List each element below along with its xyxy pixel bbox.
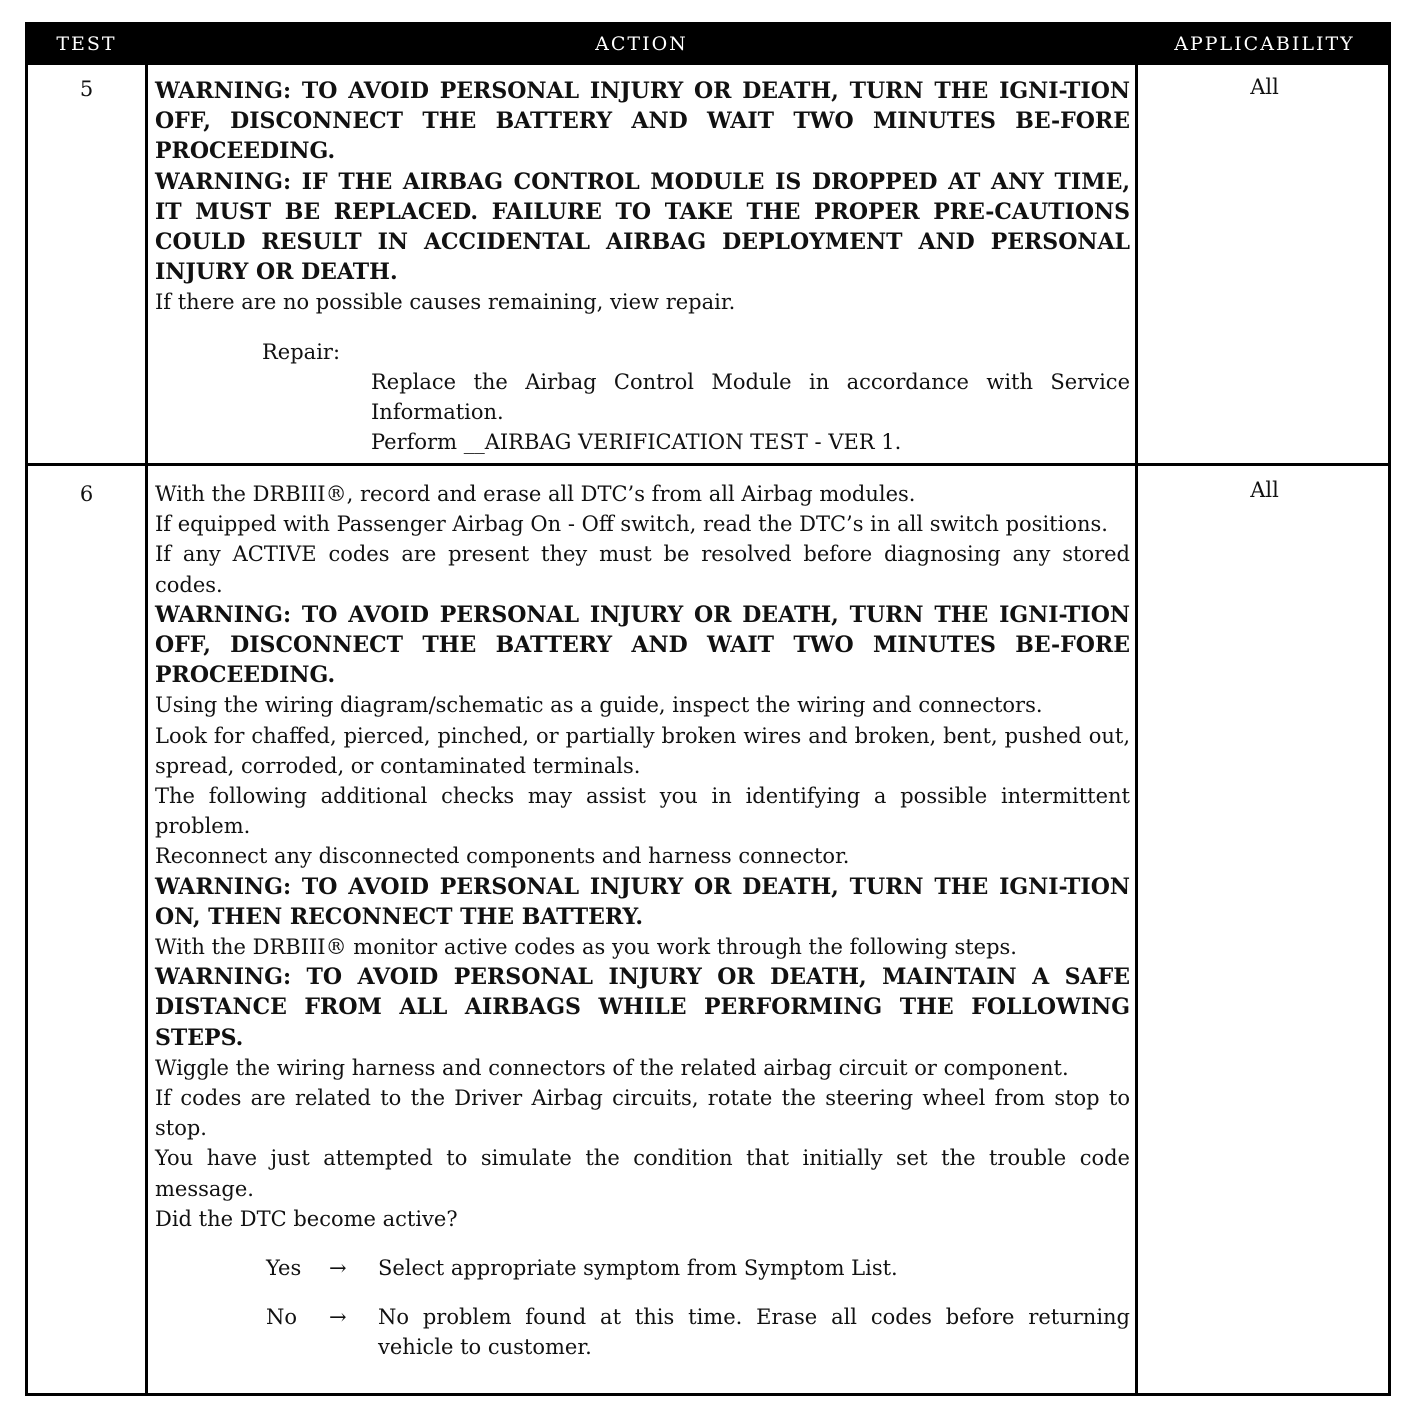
answer-yes	[155, 1253, 1130, 1283]
step-text: Reconnect any disconnected components and harness connector.	[155, 844, 850, 869]
answer-no	[155, 1302, 1130, 1362]
repair-item: Perform __AIRBAG VERIFICATION TEST - VER 1.	[371, 430, 902, 455]
step-text: Wiggle the wiring harness and connectors of the related airbag circuit or component.	[155, 1055, 1069, 1080]
arrow-right-icon: →	[329, 1256, 347, 1281]
step-text: If any ACTIVE codes are present they must be resolved before diagnosing any stored codes.	[155, 542, 1130, 597]
instruction-text: If there are no possible causes remaining, view repair.	[155, 290, 736, 315]
header-test: TEST	[56, 33, 117, 55]
applicability-value: All	[1250, 478, 1279, 502]
column-divider	[145, 25, 148, 1393]
step-text: Using the wiring diagram/schematic as a guide, inspect the wiring and connectors.	[155, 693, 1043, 718]
step-list	[155, 479, 1130, 1234]
step-text: You have just attempted to simulate the condition that initially set the trouble code message.	[155, 1146, 1130, 1201]
warning-text: WARNING: TO AVOID PERSONAL INJURY OR DEATH, TURN THE IGNI-TION OFF, DISCONNECT THE BATTERY AND WAIT TWO MINUTES BE-FORE PROCEEDING.	[155, 78, 1130, 165]
step-text: The following additional checks may assist you in identifying a possible intermittent problem.	[155, 784, 1130, 839]
step-text: If codes are related to the Driver Airbag circuits, rotate the steering wheel from stop to stop.	[155, 1086, 1130, 1141]
answer-label: Yes	[266, 1256, 302, 1281]
step-text: Did the DTC become active?	[155, 1206, 458, 1231]
table-header	[28, 25, 1388, 65]
answer-text: No problem found at this time. Erase all codes before returning vehicle to customer.	[378, 1305, 1130, 1360]
diagnostic-table	[25, 22, 1391, 1396]
column-divider	[1135, 25, 1138, 1393]
answer-text: Select appropriate symptom from Symptom List.	[378, 1256, 898, 1281]
warning-text: WARNING: TO AVOID PERSONAL INJURY OR DEATH, TURN THE IGNI-TION OFF, DISCONNECT THE BATTERY AND WAIT TWO MINUTES BE-FORE PROCEEDING.	[155, 601, 1130, 689]
applicability-value: All	[1250, 75, 1279, 99]
warning-text: WARNING: TO AVOID PERSONAL INJURY OR DEATH, TURN THE IGNI-TION ON, THEN RECONNECT THE BATTERY.	[155, 873, 1130, 930]
arrow-right-icon: →	[329, 1305, 347, 1330]
answer-label: No	[266, 1305, 298, 1330]
step-text: Look for chaffed, pierced, pinched, or partially broken wires and broken, bent, pushed out, spread, corroded, or contaminated terminals.	[155, 723, 1130, 778]
step-text: If equipped with Passenger Airbag On - Off switch, read the DTC’s in all switch positions.	[155, 512, 1108, 537]
row-divider	[28, 463, 1388, 466]
action-cell	[155, 76, 1130, 457]
warning-text: WARNING: IF THE AIRBAG CONTROL MODULE IS DROPPED AT ANY TIME, IT MUST BE REPLACED. FAILURE TO TAKE THE PROPER PRE-CAUTIONS COULD RESULT IN ACCIDENTAL AIRBAG DEPLOYMENT AND PERSONAL INJURY OR DEATH.	[155, 168, 1130, 286]
header-action: ACTION	[595, 33, 688, 55]
repair-item: Replace the Airbag Control Module in accordance with Service Information.	[371, 369, 1130, 425]
header-applicability: APPLICABILITY	[1174, 33, 1355, 55]
test-number: 5	[79, 77, 94, 101]
warning-text: WARNING: TO AVOID PERSONAL INJURY OR DEATH, MAINTAIN A SAFE DISTANCE FROM ALL AIRBAGS WHILE PERFORMING THE FOLLOWING STEPS.	[155, 964, 1130, 1051]
step-text: With the DRBIII® monitor active codes as you work through the following steps.	[155, 935, 1017, 960]
test-number: 6	[79, 482, 94, 506]
action-cell	[155, 479, 1130, 1362]
step-text: With the DRBIII®, record and erase all DTC’s from all Airbag modules.	[155, 482, 916, 506]
repair-label: Repair:	[262, 339, 341, 364]
